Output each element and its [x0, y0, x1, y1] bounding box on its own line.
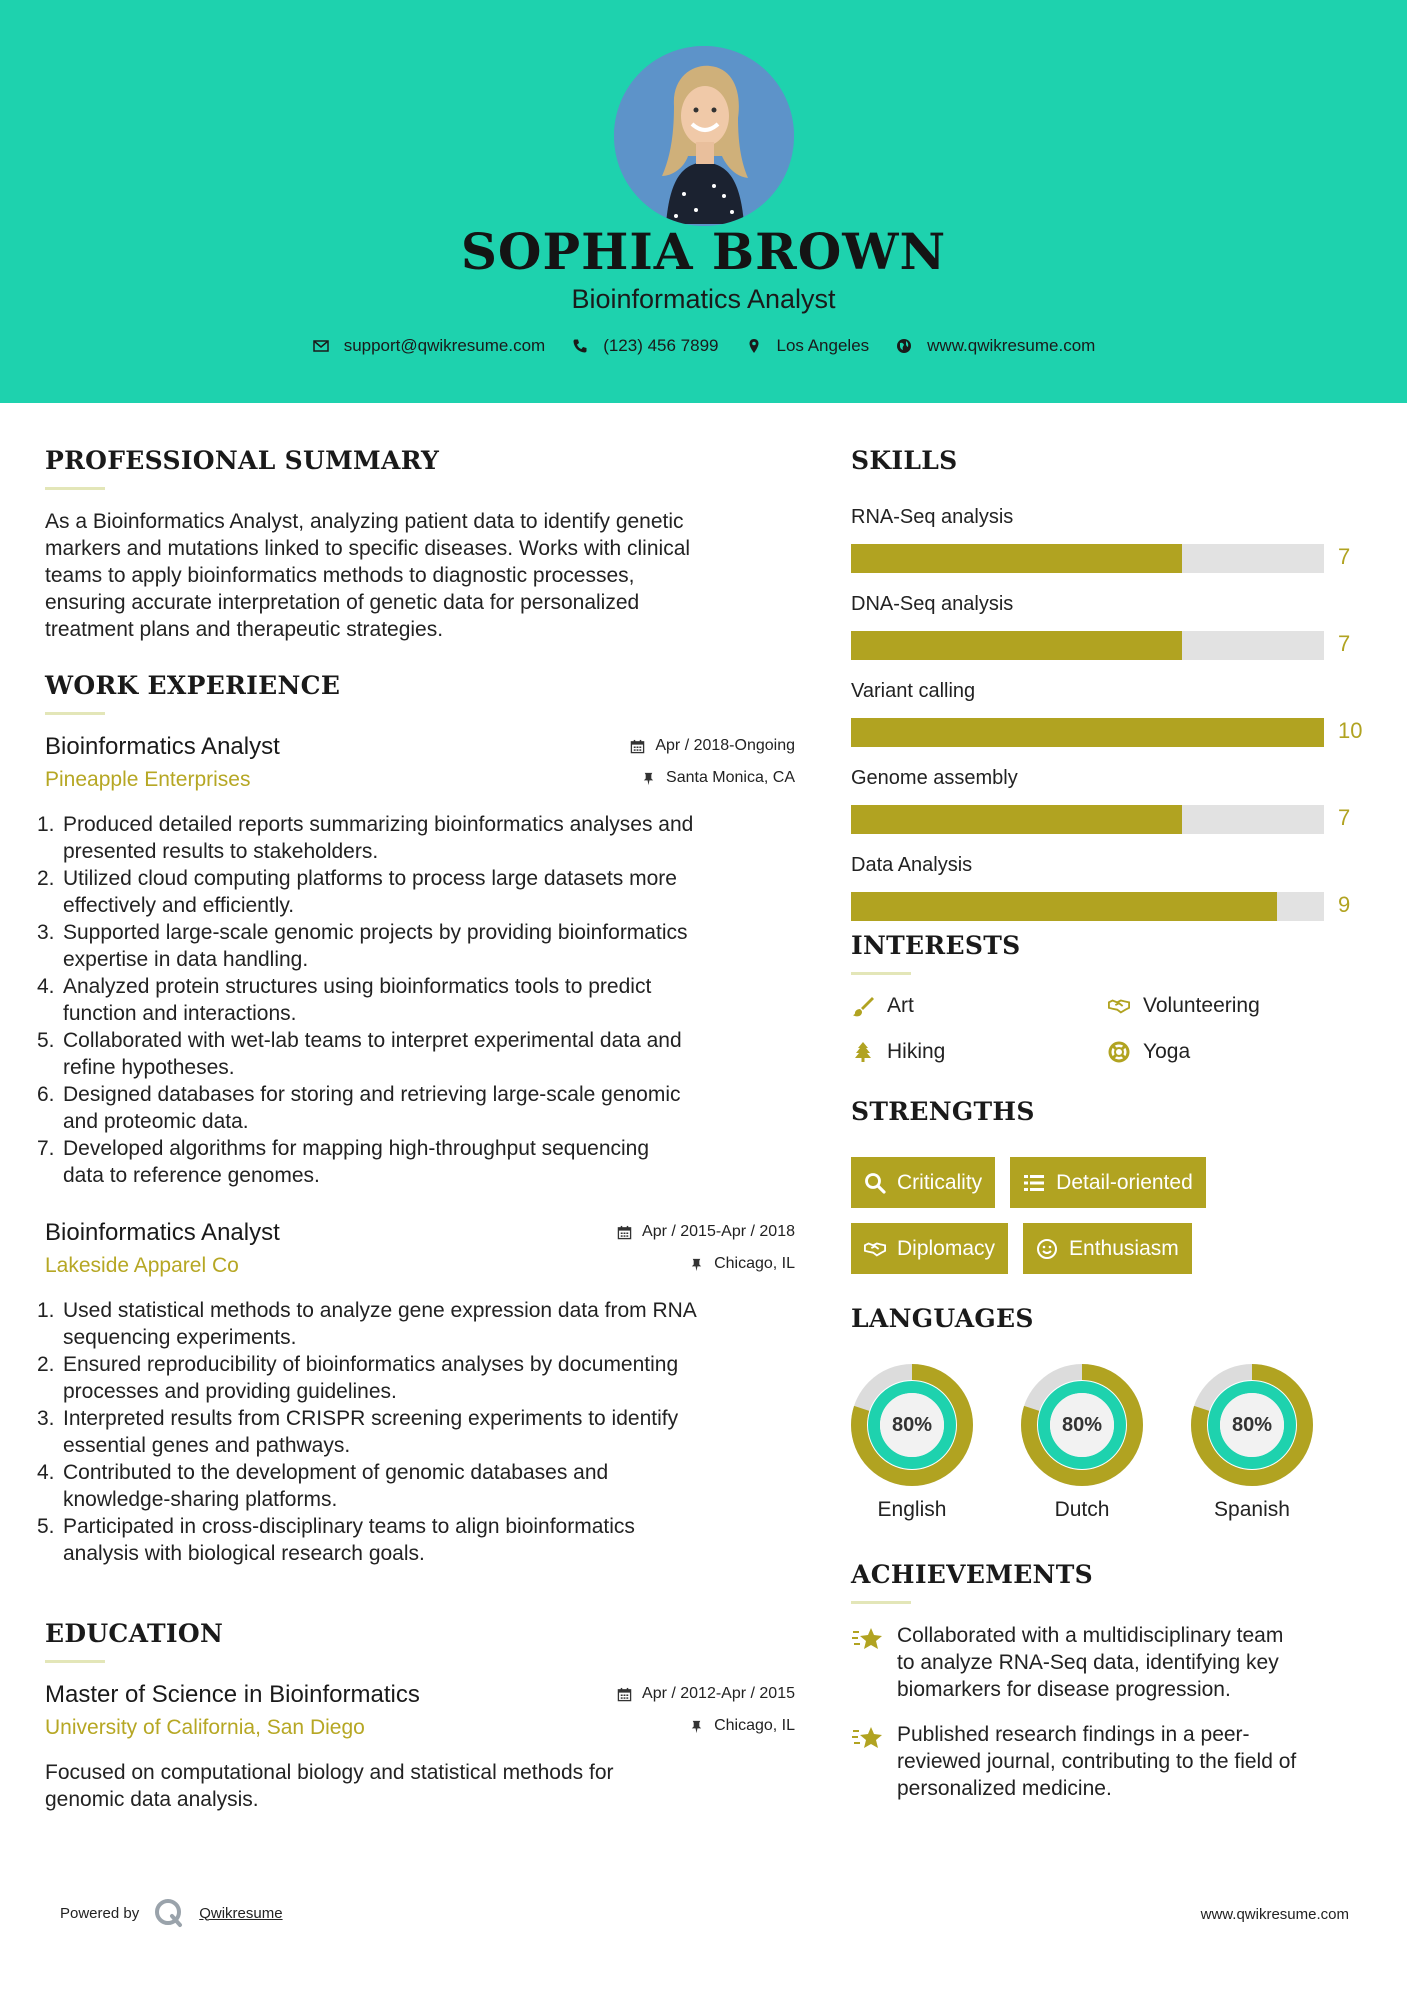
language-name: English	[877, 1498, 947, 1521]
section-divider	[851, 1601, 911, 1604]
section-title: WORK EXPERIENCE	[45, 671, 341, 700]
strength-tag	[1010, 1157, 1206, 1208]
summary-line: markers and mutations linked to specific diseases. Works with clinical	[45, 537, 691, 560]
skill-bar	[851, 718, 1324, 747]
interest-label: Volunteering	[1143, 994, 1260, 1017]
paintbrush-icon	[851, 994, 875, 1018]
language-name: Spanish	[1214, 1498, 1290, 1521]
star-icon	[851, 1721, 885, 1755]
language-ring	[1021, 1364, 1143, 1486]
language-item	[1191, 1364, 1361, 1522]
section-title: EDUCATION	[45, 1619, 224, 1648]
profile-photo	[614, 46, 794, 226]
list-item: 4. Contributed to the development of genomic databases and knowledge-sharing platforms.	[37, 1461, 609, 1511]
job-location-text: Santa Monica, CA	[666, 769, 795, 786]
section-title: SKILLS	[851, 446, 958, 475]
skill-value: 7	[1338, 805, 1351, 830]
achievement-item	[851, 1721, 1361, 1802]
achievement-line: biomarkers for disease progression.	[897, 1678, 1231, 1701]
list-item: 2. Utilized cloud computing platforms to process large datasets more effectively and efficiently.	[37, 867, 677, 917]
job-location	[641, 769, 795, 787]
list-item: 1. Produced detailed reports summarizing bioinformatics analyses and presented results to stakeholders.	[37, 813, 694, 863]
strength-tag	[851, 1157, 995, 1208]
job-entry	[37, 1219, 795, 1567]
brand-link[interactable]: Qwikresume	[199, 1904, 283, 1922]
section-divider	[45, 712, 105, 715]
skill-name: DNA-Seq analysis	[851, 593, 1014, 615]
edu-location-text: Chicago, IL	[714, 1717, 795, 1734]
strength-tag	[1023, 1223, 1192, 1274]
job-date	[617, 1223, 795, 1241]
skill-row	[851, 854, 1361, 941]
contact-location	[745, 336, 870, 356]
skill-value: 9	[1338, 892, 1351, 917]
list-icon	[1023, 1172, 1045, 1194]
skill-bar	[851, 544, 1324, 573]
skill-bar-fill	[851, 805, 1182, 834]
summary-section	[45, 446, 795, 643]
language-percent: 80%	[1061, 1413, 1103, 1436]
skill-name: Variant calling	[851, 680, 976, 702]
interests-section	[851, 931, 1361, 1065]
school-name: University of California, San Diego	[45, 1716, 365, 1739]
achievement-line: reviewed journal, contributing to the field of	[897, 1750, 1297, 1773]
skill-row	[851, 506, 1361, 593]
job-bullets	[37, 1297, 795, 1567]
interest-yoga	[1107, 1039, 1347, 1065]
candidate-role: Bioinformatics Analyst	[571, 284, 836, 314]
skill-name: RNA-Seq analysis	[851, 506, 1014, 528]
interest-hiking	[851, 1039, 1107, 1065]
job-company: Lakeside Apparel Co	[45, 1254, 239, 1277]
strength-label: Diplomacy	[897, 1236, 996, 1260]
language-item	[1021, 1364, 1191, 1522]
job-company: Pineapple Enterprises	[45, 768, 251, 791]
phone-icon	[571, 337, 589, 355]
skill-name: Genome assembly	[851, 767, 1018, 789]
summary-line: teams to apply bioinformatics methods to diagnostic processes,	[45, 564, 635, 587]
life-ring-icon	[1107, 1040, 1131, 1064]
section-title: STRENGTHS	[851, 1097, 1035, 1126]
job-date-text: Apr / 2015-Apr / 2018	[642, 1223, 795, 1240]
pin-icon	[689, 1257, 704, 1272]
strengths-section	[851, 1097, 1361, 1274]
edu-desc-line: Focused on computational biology and statistical methods for	[45, 1761, 614, 1784]
section-title: ACHIEVEMENTS	[851, 1560, 1093, 1589]
section-title: PROFESSIONAL SUMMARY	[45, 446, 440, 475]
skill-bar-fill	[851, 892, 1277, 921]
skill-value: 7	[1338, 544, 1351, 569]
qwikresume-logo-icon	[153, 1897, 185, 1929]
interest-volunteering	[1107, 993, 1347, 1019]
skill-value: 10	[1338, 718, 1363, 743]
degree-title: Master of Science in Bioinformatics	[45, 1681, 420, 1708]
section-divider	[45, 487, 105, 490]
summary-line: treatment plans and therapeutic strategies.	[45, 618, 444, 641]
edu-location	[689, 1717, 795, 1735]
strength-label: Detail-oriented	[1056, 1170, 1193, 1194]
calendar-icon	[630, 739, 645, 754]
achievement-line: Published research findings in a peer-	[897, 1723, 1250, 1746]
list-item: 3. Supported large-scale genomic projects by providing bioinformatics expertise in data handling.	[37, 921, 688, 971]
contact-email[interactable]	[312, 336, 546, 356]
calendar-icon	[617, 1687, 632, 1702]
job-date-text: Apr / 2018-Ongoing	[655, 737, 795, 754]
footer-site-link[interactable]: www.qwikresume.com	[1200, 1906, 1349, 1923]
list-item: 3. Interpreted results from CRISPR screening experiments to identify essential genes and pathways.	[37, 1407, 679, 1457]
smile-icon	[1036, 1238, 1058, 1260]
skill-bar	[851, 631, 1324, 660]
summary-line: As a Bioinformatics Analyst, analyzing patient data to identify genetic	[45, 510, 684, 533]
interest-label: Hiking	[887, 1040, 946, 1063]
pin-icon	[641, 771, 656, 786]
list-item: 5. Participated in cross-disciplinary teams to align bioinformatics analysis with biological research goals.	[37, 1515, 635, 1565]
skill-bar-fill	[851, 718, 1324, 747]
left-column	[37, 446, 795, 1813]
list-item: 2. Ensured reproducibility of bioinformatics analyses by documenting processes and providing guidelines.	[37, 1353, 679, 1403]
skills-section	[851, 446, 1361, 941]
candidate-name: SOPHIA BROWN	[460, 222, 947, 281]
job-bullets	[37, 811, 795, 1189]
contact-phone[interactable]	[571, 336, 718, 356]
contact-phone-text: (123) 456 7899	[603, 336, 719, 355]
map-marker-icon	[745, 337, 763, 355]
edu-date-text: Apr / 2012-Apr / 2015	[642, 1685, 795, 1702]
job-date	[630, 737, 795, 755]
job-title: Bioinformatics Analyst	[45, 733, 280, 760]
language-percent: 80%	[1231, 1413, 1273, 1436]
list-item: 6. Designed databases for storing and retrieving large-scale genomic and proteomic data.	[37, 1083, 681, 1133]
contact-website-text: www.qwikresume.com	[927, 336, 1096, 355]
calendar-icon	[617, 1225, 632, 1240]
handshake-icon	[1107, 994, 1131, 1018]
strength-tag	[851, 1223, 1008, 1274]
language-name: Dutch	[1054, 1498, 1110, 1521]
list-item: 5. Collaborated with wet-lab teams to interpret experimental data and refine hypotheses.	[37, 1029, 682, 1079]
skill-bar	[851, 892, 1324, 921]
achievement-item	[851, 1622, 1361, 1703]
section-divider	[851, 972, 911, 975]
strength-label: Criticality	[897, 1170, 983, 1194]
skill-bar-fill	[851, 544, 1182, 573]
section-title: LANGUAGES	[851, 1304, 1034, 1333]
job-location-text: Chicago, IL	[714, 1255, 795, 1272]
skill-value: 7	[1338, 631, 1351, 656]
pin-icon	[689, 1719, 704, 1734]
interest-art	[851, 993, 1107, 1019]
list-item: 1. Used statistical methods to analyze gene expression data from RNA sequencing experiments.	[37, 1299, 697, 1349]
language-item	[851, 1364, 1021, 1522]
edu-desc-line: genomic data analysis.	[45, 1788, 259, 1811]
contact-website[interactable]	[895, 336, 1095, 356]
skill-row	[851, 767, 1361, 854]
interest-label: Art	[887, 994, 914, 1017]
skill-row	[851, 680, 1361, 767]
edu-date	[617, 1685, 795, 1703]
language-ring	[1191, 1364, 1313, 1486]
skill-bar-fill	[851, 631, 1182, 660]
list-item: 7. Developed algorithms for mapping high-throughput sequencing data to reference genomes.	[37, 1137, 650, 1187]
work-section	[37, 671, 795, 1567]
summary-text	[45, 508, 795, 643]
language-percent: 80%	[891, 1413, 933, 1436]
language-ring	[851, 1364, 973, 1486]
list-item: 4. Analyzed protein structures using bioinformatics tools to predict function and interactions.	[37, 975, 652, 1025]
section-divider	[45, 1660, 105, 1663]
contact-bar	[0, 336, 1407, 356]
section-title: INTERESTS	[851, 931, 1021, 960]
edu-description	[45, 1759, 795, 1813]
strength-label: Enthusiasm	[1069, 1236, 1179, 1260]
achievement-line: to analyze RNA-Seq data, identifying key	[897, 1651, 1279, 1674]
handshake-icon	[864, 1238, 886, 1260]
envelope-icon	[312, 337, 330, 355]
contact-location-text: Los Angeles	[776, 336, 870, 355]
header-banner	[0, 0, 1407, 403]
tree-icon	[851, 1040, 875, 1064]
achievement-line: Collaborated with a multidisciplinary team	[897, 1624, 1284, 1647]
powered-by-text: Powered by	[60, 1904, 140, 1922]
achievement-line: personalized medicine.	[897, 1777, 1112, 1800]
footer-powered-by	[60, 1897, 283, 1929]
contact-email-text: support@qwikresume.com	[343, 336, 546, 355]
interest-label: Yoga	[1143, 1040, 1191, 1063]
job-location	[689, 1255, 795, 1273]
education-section	[45, 1619, 795, 1813]
achievements-section	[851, 1560, 1361, 1802]
skill-name: Data Analysis	[851, 854, 973, 876]
star-icon	[851, 1622, 885, 1656]
skill-row	[851, 593, 1361, 680]
skill-bar	[851, 805, 1324, 834]
job-title: Bioinformatics Analyst	[45, 1219, 280, 1246]
summary-line: ensuring accurate interpretation of genetic data for personalized	[45, 591, 640, 614]
job-entry	[37, 733, 795, 1189]
globe-icon	[895, 337, 913, 355]
search-icon	[864, 1172, 886, 1194]
right-column	[851, 446, 1361, 1820]
languages-section	[851, 1304, 1361, 1522]
